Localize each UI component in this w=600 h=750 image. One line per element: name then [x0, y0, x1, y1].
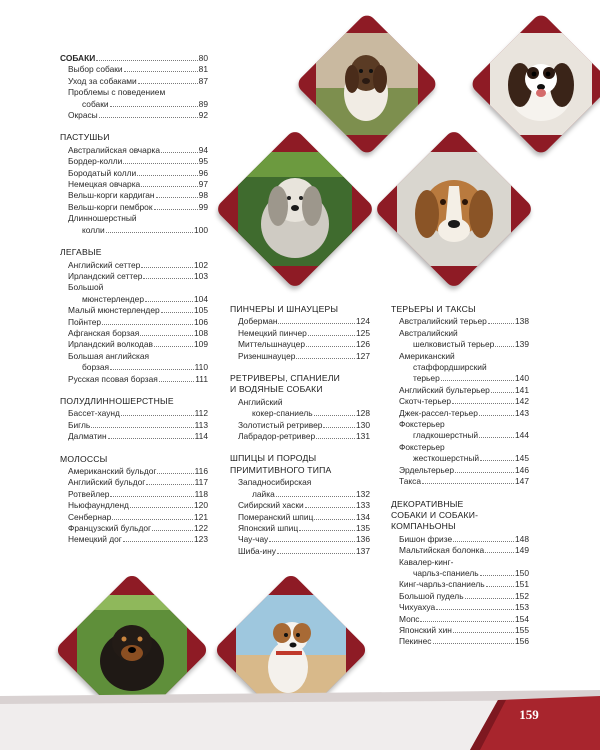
toc-entry[interactable]: Американский стаффордширский терьер 140 [399, 350, 529, 384]
toc-entry[interactable]: Ирландский волкодав 109 [68, 339, 208, 350]
toc-entry[interactable]: Австралийский терьер 138 [399, 316, 529, 327]
toc-entry[interactable]: Русская псовая борзая 111 [68, 373, 208, 384]
toc-entry[interactable]: Большая английская борзая 110 [68, 350, 208, 373]
toc-entry[interactable]: Большой мюнстерлендер 104 [68, 282, 208, 304]
section-title-polu: ПОЛУДЛИННОШЕРСТНЫЕ [60, 395, 174, 406]
toc-entry[interactable]: Вельш-корги пемброк 99 [68, 201, 208, 212]
toc-entry[interactable]: Бородатый колли 96 [68, 167, 208, 178]
section-title-legavye: ЛЕГАВЫЕ [60, 247, 102, 258]
photo-spaniel-puppy [295, 12, 439, 156]
toc-entry[interactable]: Английский бультерьер 141 [399, 384, 529, 395]
section-title-terery: ТЕРЬЕРЫ И ТАКСЫ [391, 304, 476, 314]
toc-entry[interactable]: Английский кокер-спаниель 128 [238, 396, 370, 419]
toc-entry[interactable]: Английский сеттер 102 [68, 259, 208, 270]
toc-entry[interactable]: Доберман 124 [238, 316, 370, 327]
toc-entry[interactable]: Французский бульдог 122 [68, 523, 208, 534]
toc-entry[interactable]: Австралийская овчарка 94 [68, 144, 208, 155]
toc-column-2 [230, 304, 370, 557]
toc-entry[interactable]: Миттельшнауцер 126 [238, 339, 370, 350]
toc-entry[interactable]: Японский шпиц 135 [238, 522, 370, 533]
toc-entry[interactable]: Золотистый ретривер 130 [238, 419, 370, 430]
toc-entry[interactable]: Японский хин 155 [399, 624, 529, 635]
toc-entry[interactable]: Пекинес 156 [399, 636, 529, 647]
toc-entry[interactable]: Бассет-хаунд 112 [68, 408, 208, 419]
photo-beagle [373, 128, 534, 289]
toc-entry[interactable]: Кинг-чарльз-спаниель 151 [399, 579, 529, 590]
toc-entry[interactable]: Уход за собаками 87 [68, 75, 208, 86]
section-title-molossy: МОЛОССЫ [60, 453, 108, 464]
toc-entry[interactable]: Выбор собаки 81 [68, 64, 208, 75]
toc-entry[interactable]: Бордер-колли 95 [68, 156, 208, 167]
toc-entry[interactable]: Окрасы 92 [68, 110, 208, 121]
toc-entry[interactable]: Сибирский хаски 133 [238, 500, 370, 511]
toc-entry[interactable]: Кавалер-кинг- чарльз-спаниель 150 [399, 556, 529, 578]
toc-entry[interactable]: Мопс 154 [399, 613, 529, 624]
toc-entry[interactable]: Фокстерьер жесткошерстный 145 [399, 441, 529, 464]
toc-entry[interactable]: Джек-рассел-терьер 143 [399, 407, 529, 418]
section-title-shpitsy: ШПИЦЫ И ПОРОДЫ ПРИМИТИВНОГО ТИПА [230, 453, 332, 475]
toc-entry[interactable]: Бигль 113 [68, 419, 208, 430]
toc-entry[interactable]: Лабрадор-ретривер 131 [238, 431, 370, 442]
toc-entry[interactable]: Сенбернар 121 [68, 511, 208, 522]
toc-entry[interactable]: Афганская борзая 108 [68, 327, 208, 338]
toc-column-1 [60, 53, 208, 546]
photo-bearded-collie [214, 128, 375, 289]
toc-entry[interactable]: Эрдельтерьер 146 [399, 464, 529, 475]
toc-entry[interactable]: Американский бульдог 116 [68, 466, 208, 476]
toc-entry[interactable]: Большой пудель 152 [399, 590, 529, 601]
toc-entry[interactable]: Мальтийская болонка 149 [399, 545, 529, 556]
toc-entry[interactable]: Чау-чау 136 [238, 534, 370, 545]
toc-entry[interactable]: Немецкий дог 123 [68, 534, 208, 545]
toc-entry[interactable]: Вельш-корги кардиган 98 [68, 190, 208, 201]
toc-entry[interactable]: Ирландский сеттер 103 [68, 270, 208, 281]
toc-entry[interactable]: Длинношерстный колли 100 [68, 213, 208, 235]
toc-entry[interactable]: Фокстерьер гладкошерстный 144 [399, 419, 529, 441]
toc-entry[interactable]: Малый мюнстерлендер 105 [68, 305, 208, 316]
toc-entry[interactable]: Далматин 114 [68, 431, 208, 442]
toc-entry[interactable]: СОБАКИ 80 [60, 53, 208, 63]
toc-entry[interactable]: Немецкая овчарка 97 [68, 179, 208, 190]
toc-entry[interactable]: Чихуахуа 153 [399, 602, 529, 613]
toc-entry[interactable]: Шиба-ину 137 [238, 545, 370, 556]
toc-entry[interactable]: Немецкий пинчер 125 [238, 327, 370, 338]
toc-entry[interactable]: Западносибирская лайка 132 [238, 477, 370, 499]
toc-entry[interactable]: Английский бульдог 117 [68, 477, 208, 488]
page-number: 159 [519, 707, 539, 722]
section-title-pinchery: ПИНЧЕРЫ И ШНАУЦЕРЫ [230, 304, 339, 314]
section-title-pastushi: ПАСТУШЬИ [60, 132, 110, 143]
toc-entry[interactable]: Пойнтер 106 [68, 316, 208, 327]
toc-entry[interactable]: Померанский шпиц 134 [238, 511, 370, 522]
toc-entry[interactable]: Бишон фризе 148 [399, 533, 529, 544]
section-title-retrivery: РЕТРИВЕРЫ, СПАНИЕЛИ И ВОДЯНЫЕ СОБАКИ [230, 373, 341, 395]
toc-entry[interactable]: Австралийский шелковистый терьер 139 [399, 327, 529, 350]
toc-entry[interactable]: Ризеншнауцер 127 [238, 350, 370, 361]
photo-cavalier-spaniel [469, 12, 600, 156]
section-title-dekor: ДЕКОРАТИВНЫЕ СОБАКИ И СОБАКИ- КОМПАНЬОНЫ [391, 498, 479, 532]
toc-entry[interactable]: Ньюфаундленд 120 [68, 500, 208, 511]
toc-entry[interactable]: Такса 147 [399, 476, 529, 487]
toc-entry[interactable]: Проблемы с поведением собаки 89 [68, 87, 208, 109]
toc-column-3 [391, 304, 529, 648]
toc-entry[interactable]: Ротвейлер 118 [68, 488, 208, 499]
toc-entry[interactable]: Скотч-терьер 142 [399, 396, 529, 407]
